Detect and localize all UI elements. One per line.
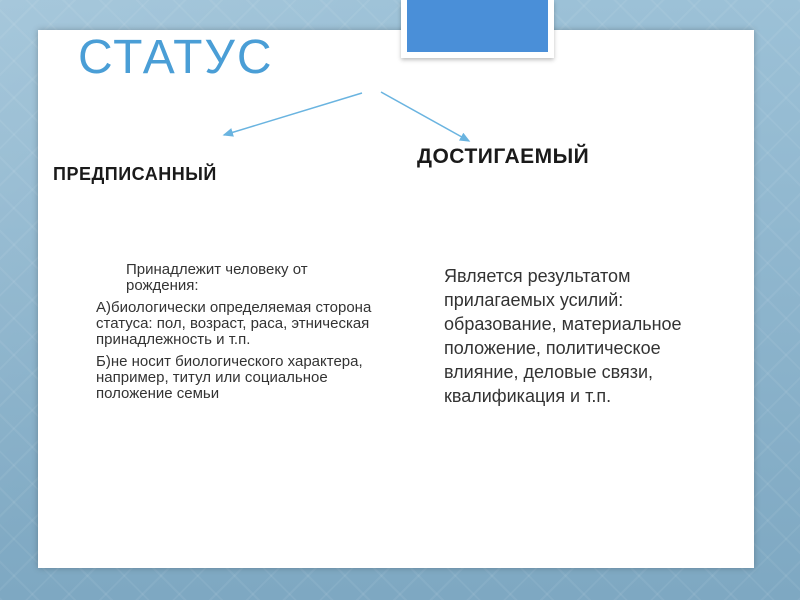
heading-achieved: ДОСТИГАЕМЫЙ: [417, 145, 590, 168]
heading-prescribed: ПРЕДПИСАННЫЙ: [53, 164, 217, 184]
achieved-bullet-text: Является результатом прилагаемых усилий: образование, материальное положение, политическое влияние, деловые связи, квалификация и т.п.: [444, 266, 682, 406]
prescribed-bullet: [96, 262, 378, 294]
slide-title: СТАТУС: [78, 31, 274, 84]
achieved-bullet: [418, 264, 708, 408]
achieved-column: [418, 264, 708, 408]
prescribed-bullet-text: Принадлежит человеку от рождения:: [126, 261, 308, 294]
prescribed-column: [96, 262, 378, 408]
arrow-left: [224, 93, 362, 135]
prescribed-paragraph-b: Б)не носит биологического характера, например, титул или социальное положение семьи: [96, 353, 363, 402]
arrow-right: [381, 92, 469, 141]
prescribed-paragraph-a: А)биологически определяемая сторона статуса: пол, возраст, раса, этническая принадлежность и т.п.: [96, 299, 372, 348]
